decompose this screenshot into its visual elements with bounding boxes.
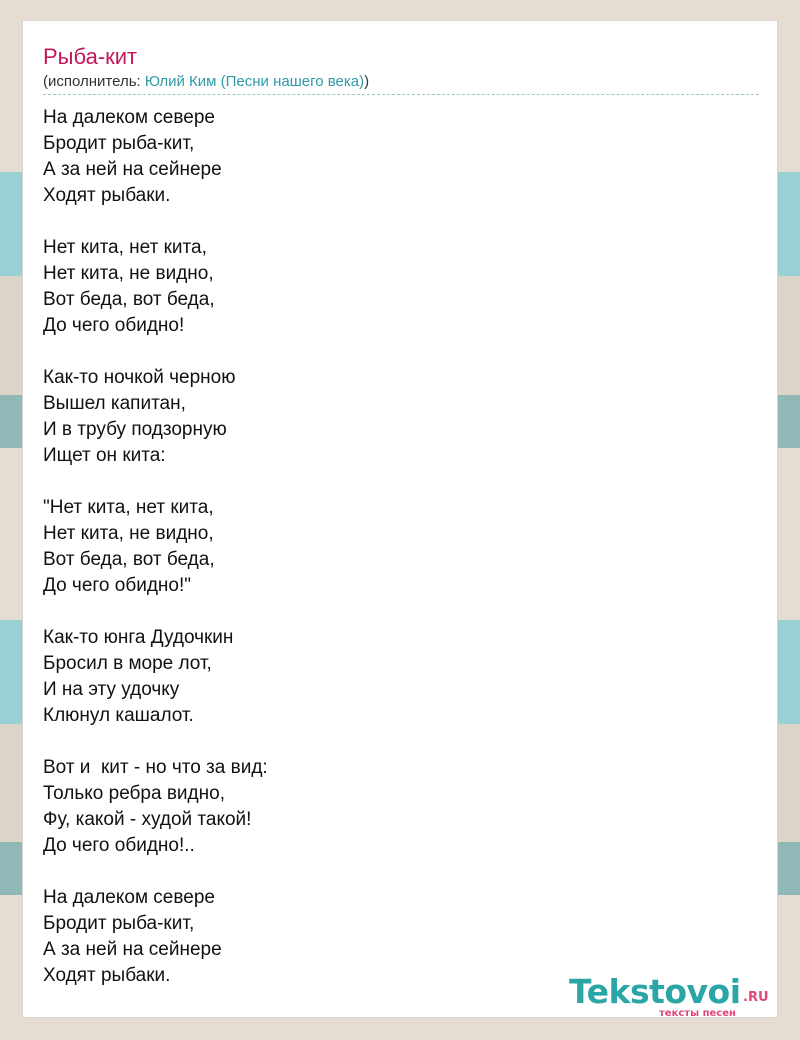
lyric-line: Нет кита, не видно, — [43, 263, 214, 284]
lyric-line: Клюнул кашалот. — [43, 705, 194, 726]
lyric-line: И в трубу подзорную — [43, 419, 227, 440]
stanza — [43, 755, 268, 859]
lyric-line: Вот беда, вот беда, — [43, 289, 215, 310]
lyric-line: До чего обидно!.. — [43, 835, 195, 856]
lyric-line: И на эту удочку — [43, 679, 180, 700]
stanza — [43, 235, 268, 339]
stanza — [43, 365, 268, 469]
stanza — [43, 495, 268, 599]
lyric-line: Как-то юнга Дудочкин — [43, 627, 234, 648]
lyric-line: Бродит рыба-кит, — [43, 913, 195, 934]
logo-tld: .RU — [743, 990, 769, 1005]
lyric-line: Вот беда, вот беда, — [43, 549, 215, 570]
artist-link[interactable]: Юлий Ким (Песни нашего века) — [144, 73, 365, 90]
lyric-line: Нет кита, не видно, — [43, 523, 214, 544]
lyric-line: Фу, какой - худой такой! — [43, 809, 252, 830]
lyric-line: Бродит рыба-кит, — [43, 133, 195, 154]
lyrics-body — [43, 105, 268, 1015]
logo-name: Tekstovoi — [569, 972, 741, 1011]
stanza — [43, 885, 268, 989]
lyric-line: На далеком севере — [43, 887, 215, 908]
lyric-line: А за ней на сейнере — [43, 939, 222, 960]
lyric-line: Ходят рыбаки. — [43, 185, 171, 206]
lyrics-card — [22, 20, 778, 1018]
lyric-line: До чего обидно!" — [43, 575, 191, 596]
lyric-line: Как-то ночкой черною — [43, 367, 236, 388]
lyric-line: Вот и кит - но что за вид: — [43, 757, 268, 778]
song-subtitle — [43, 72, 759, 95]
stanza — [43, 625, 268, 729]
lyric-line: Только ребра видно, — [43, 783, 225, 804]
lyric-line: Ходят рыбаки. — [43, 965, 171, 986]
lyric-line: Нет кита, нет кита, — [43, 237, 207, 258]
song-title: Рыба-кит — [43, 44, 138, 69]
lyric-line: До чего обидно! — [43, 315, 185, 336]
site-logo[interactable] — [569, 973, 779, 1019]
lyric-line: Вышел капитан, — [43, 393, 186, 414]
lyric-line: А за ней на сейнере — [43, 159, 222, 180]
logo-tagline: тексты песен — [659, 1008, 736, 1019]
lyric-line: Бросил в море лот, — [43, 653, 212, 674]
lyric-line: "Нет кита, нет кита, — [43, 497, 214, 518]
lyric-line: Ищет он кита: — [43, 445, 166, 466]
subtitle-suffix: ) — [364, 73, 370, 90]
lyric-line: На далеком севере — [43, 107, 215, 128]
stanza — [43, 105, 268, 209]
subtitle-prefix: (исполнитель: — [43, 73, 145, 90]
